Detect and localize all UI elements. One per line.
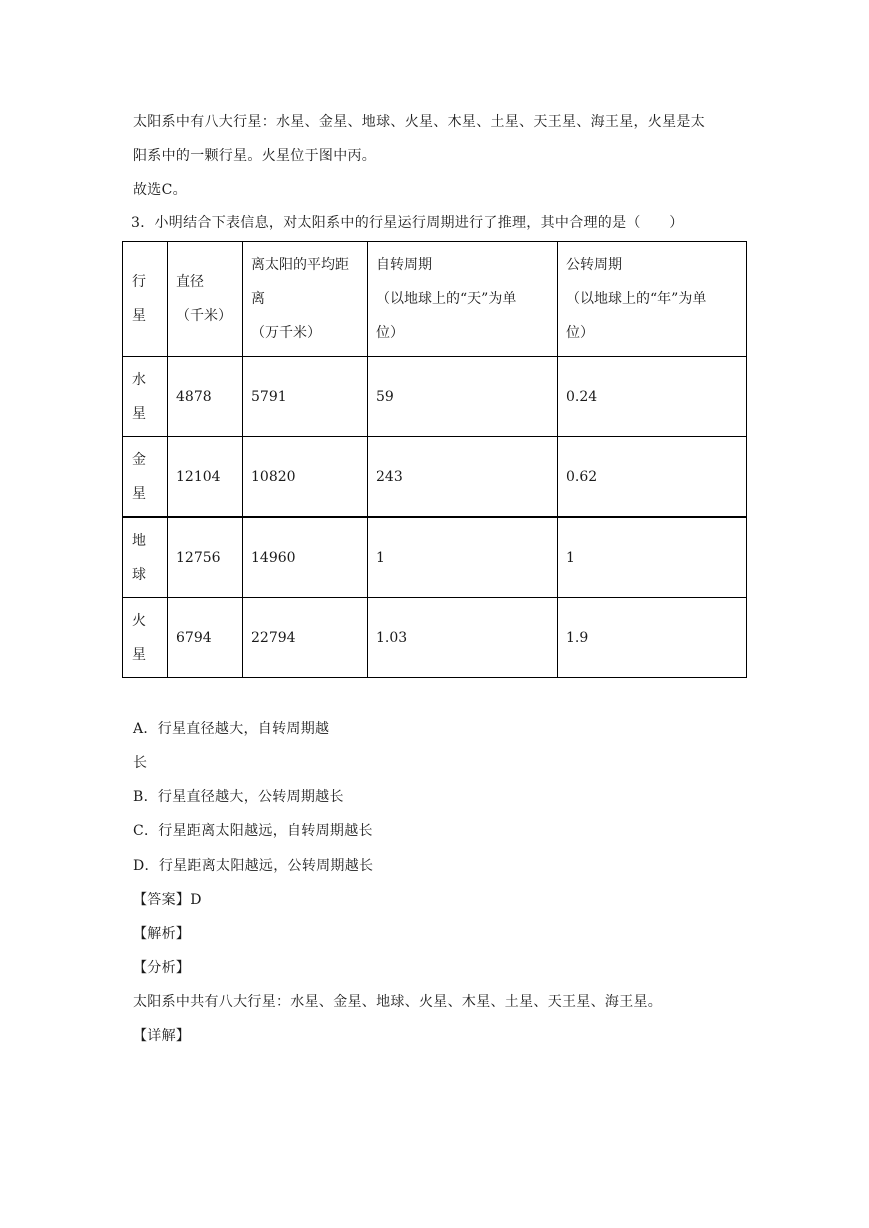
table-row	[123, 437, 747, 518]
table-row	[123, 598, 747, 678]
rotation-cell: 1	[368, 517, 558, 598]
header-revolution-line-2: （以地球上的“年”为单	[566, 291, 707, 307]
intro-line-3: 故选C。	[133, 182, 187, 198]
distance-cell: 5791	[243, 357, 368, 437]
fenxi-text: 太阳系中共有八大行星：水星、金星、地球、火星、木星、土星、天王星、海王星。	[133, 994, 663, 1010]
rotation-cell: 1.03	[368, 598, 558, 678]
planet-name-cell	[123, 357, 168, 437]
header-rotation	[368, 242, 558, 357]
header-rotation-line-1: 自转周期	[376, 257, 432, 273]
question-text: 3．小明结合下表信息，对太阳系中的行星运行周期进行了推理，其中合理的是（ ）	[131, 215, 684, 231]
option-a-line-1: A．行星直径越大，自转周期越	[133, 721, 330, 737]
planet-name-char: 水	[132, 371, 146, 388]
diameter-cell: 4878	[168, 357, 243, 437]
header-revolution-line-3: 位）	[566, 325, 594, 341]
diameter-cell: 12756	[168, 517, 243, 598]
option-d: D．行星距离太阳越远，公转周期越长	[133, 858, 374, 874]
revolution-cell: 0.24	[558, 357, 747, 437]
header-rotation-line-2: （以地球上的“天”为单	[376, 291, 517, 307]
header-distance-line-1: 离太阳的平均距	[251, 257, 349, 273]
header-diameter-line-2: （千米）	[176, 308, 232, 324]
header-rotation-line-3: 位）	[376, 325, 404, 341]
option-a-line-2: 长	[133, 755, 148, 771]
option-b: B．行星直径越大，公转周期越长	[133, 789, 344, 805]
planet-name-char: 星	[132, 485, 146, 502]
revolution-cell: 0.62	[558, 437, 747, 518]
planet-name-char: 球	[132, 566, 146, 583]
header-revolution-line-1: 公转周期	[566, 257, 622, 273]
header-diameter	[168, 242, 243, 357]
table-row	[123, 357, 747, 437]
rotation-cell: 243	[368, 437, 558, 518]
planet-name-char: 火	[132, 612, 146, 629]
planet-name-cell	[123, 437, 168, 518]
option-c: C．行星距离太阳越远，自转周期越长	[133, 823, 373, 839]
planet-name-char: 金	[132, 451, 146, 468]
distance-cell: 10820	[243, 437, 368, 518]
planet-name-cell	[123, 598, 168, 678]
revolution-cell: 1	[558, 517, 747, 598]
planet-name-cell	[123, 517, 168, 598]
header-revolution	[558, 242, 747, 357]
answer-line: 【答案】D	[133, 892, 202, 908]
planet-name-char: 星	[132, 405, 146, 422]
header-diameter-line-1: 直径	[176, 274, 204, 290]
fenxi-heading: 【分析】	[133, 960, 191, 976]
distance-cell: 14960	[243, 517, 368, 598]
table-row	[123, 517, 747, 598]
intro-line-1: 太阳系中有八大行星：水星、金星、地球、火星、木星、土星、天王星、海王星，火星是太	[133, 114, 705, 130]
distance-cell: 22794	[243, 598, 368, 678]
header-distance-line-2: 离	[251, 291, 265, 307]
header-distance-line-3: （万千米）	[251, 325, 321, 341]
header-planet-line-2: 星	[132, 308, 146, 324]
planet-name-char: 地	[132, 532, 146, 549]
analysis-heading: 【解析】	[133, 926, 191, 942]
revolution-cell: 1.9	[558, 598, 747, 678]
rotation-cell: 59	[368, 357, 558, 437]
diameter-cell: 6794	[168, 598, 243, 678]
header-planet	[123, 242, 168, 357]
planet-table	[122, 241, 747, 678]
intro-line-2: 阳系中的一颗行星。火星位于图中丙。	[133, 148, 377, 164]
planet-name-char: 星	[132, 646, 146, 663]
diameter-cell: 12104	[168, 437, 243, 518]
header-distance	[243, 242, 368, 357]
header-planet-line-1: 行	[132, 274, 146, 290]
table-header-row	[123, 242, 747, 357]
detail-heading: 【详解】	[133, 1028, 191, 1044]
